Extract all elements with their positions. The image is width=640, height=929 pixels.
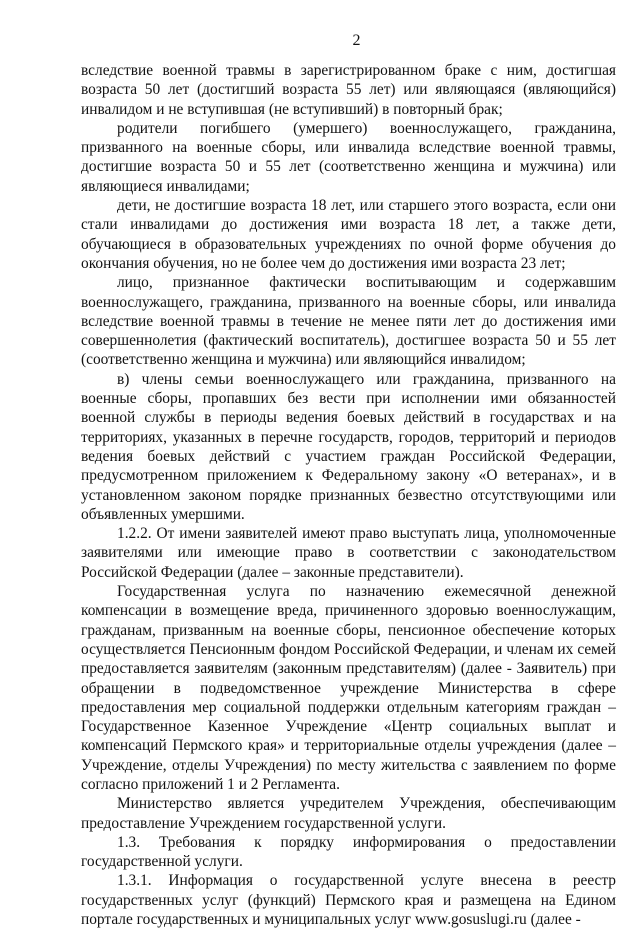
paragraph-state-service: Государственная услуга по назначению ежемесячной денежной компенсации в возмещение вреда, причиненного здоровью военнослужащим, гражданам, призванным на военные сборы, пенсионное обеспечение которых осуществляется Пенсионным фондом Российской Федерации, и членам их семей предоставляется заявителям (законным представителям) (далее - Заявитель) при обращении в подведомственное учреждение Министерства в сфере предоставления мер социальной поддержки отдельным категориям граждан – Государственное Казенное Учреждение «Центр социальных выплат и компенсаций Пермского края» и территориальные отделы учреждения (далее – Учреждение, отделы Учреждения) по месту жительства с заявлением по форме согласно приложений 1 и 2 Регламента. [81,583,616,793]
paragraph-1-3: 1.3. Требования к порядку информирования о предоставлении государственной услуги. [81,833,616,871]
paragraph-spouse-continuation: вследствие военной травмы в зарегистрированном браке с ним, достигшая возраста 50 лет (достигший возраста 55 лет) или являющаяся (являющийся) инвалидом и не вступившая (не вступивший) в повторный брак; [81,62,616,118]
paragraph-guardian: лицо, признанное фактически воспитывающим и содержавшим военнослужащего, гражданина, призванного на военные сборы, или инвалида вследствие военной травмы в течение не менее пяти лет до достижения ими совершеннолетия (фактический воспитатель), достигшее возраста 50 и 55 лет (соответственно женщина и мужчина) или являющийся инвалидом; [81,274,616,369]
paragraph-children: дети, не достигшие возраста 18 лет, или старшего этого возраста, если они стали инвалидами до достижения ими возраста 18 лет, а также дети, обучающиеся в образовательных учреждениях по очной форме обучения до окончания обучения, но не более чем до достижения ими возраста 23 лет; [81,197,616,272]
paragraph-1-3-1: 1.3.1. Информация о государственной услуге внесена в реестр государственных услуг (функций) Пермского края и размещена на Едином портале государственных и муниципальных услуг www.gosuslugi.ru (далее - [81,872,616,929]
document-page [81,30,616,929]
paragraph-parents: родители погибшего (умершего) военнослужащего, гражданина, призванного на военные сборы, или инвалида вследствие военной травмы, достигшие возраста 50 и 55 лет (соответственно женщина и мужчина) или являющиеся инвалидами; [81,119,616,195]
paragraph-1-2-2: 1.2.2. От имени заявителей имеют право выступать лица, уполномоченные заявителями или имеющие право в соответствии с законодательством Российской Федерации (далее – законные представители). [81,525,616,581]
paragraph-missing-family: в) члены семьи военнослужащего или гражданина, призванного на военные сборы, пропавших без вести при исполнении ими обязанностей военной службы в периоды ведения боевых действий в государствах и на территориях, указанных в перечне государств, городов, территорий и периодов ведения боевых действий с участием граждан Российской Федерации, предусмотренном приложением к Федеральному закону «О ветеранах», и в установленном законом порядке признанных безвестно отсутствующими или объявленных умершими. [81,370,616,523]
page-number: 2 [352,32,361,49]
paragraph-ministry-founder: Министерство является учредителем Учреждения, обеспечивающим предоставление Учреждением государственной услуги. [81,795,616,832]
